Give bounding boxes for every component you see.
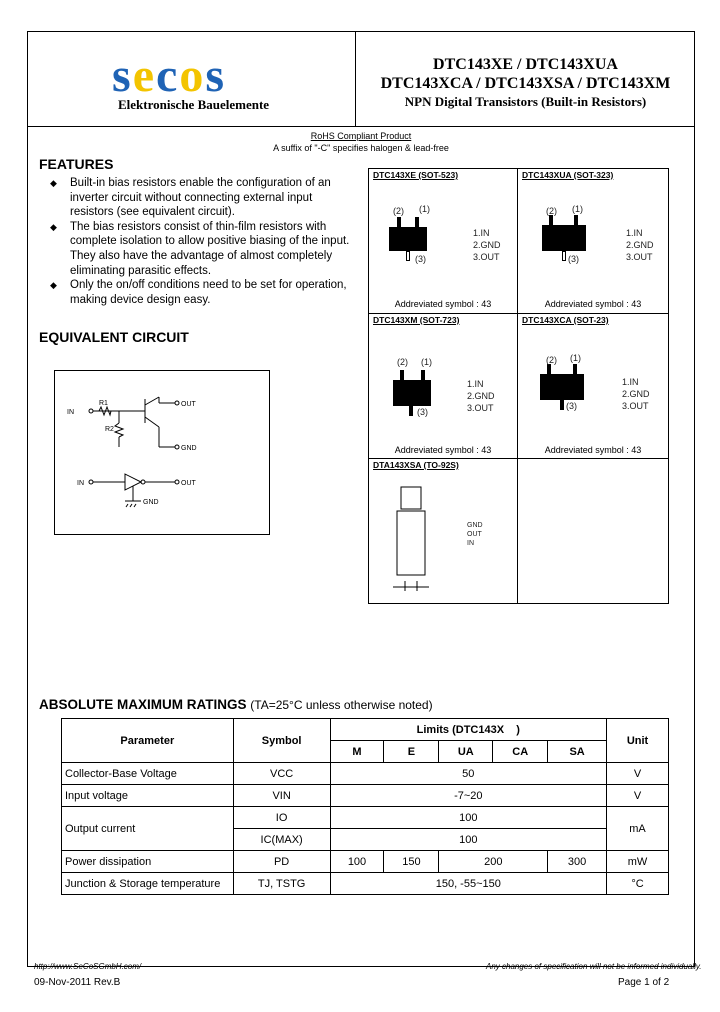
package-title: DTC143XUA (SOT-323) xyxy=(522,170,614,180)
package-box-empty xyxy=(517,458,669,604)
footer-date: 09-Nov-2011 Rev.B xyxy=(34,977,121,988)
page-number: Page 1 of 2 xyxy=(618,977,670,988)
footer-url[interactable]: http://www.SeCoSGmbH.com/ xyxy=(34,962,142,971)
secos-logo: secos xyxy=(112,49,226,102)
feature-item: ◆ Built-in bias resistors enable the configuration of an inverter circuit without connecting external input resistors (see equivalent circuit). xyxy=(50,177,331,219)
equivalent-circuit-heading: EQUIVALENT CIRCUIT xyxy=(39,329,189,345)
features-heading: FEATURES xyxy=(39,156,114,172)
package-abbr: Addreviated symbol : 43 xyxy=(394,445,492,455)
circuit-out-label-2: OUT xyxy=(181,480,196,487)
subcol-sa: SA xyxy=(548,741,607,763)
circuit-gnd-label-2: GND xyxy=(143,499,159,506)
table-row: Power dissipation PD 100 150 200 300 mW xyxy=(62,851,669,873)
table-row: IC(MAX) 100 xyxy=(62,829,669,851)
features-list xyxy=(52,176,352,307)
circuit-in-label: IN xyxy=(67,409,74,416)
package-abbr: Addreviated symbol : 43 xyxy=(544,299,642,309)
circuit-gnd-label: GND xyxy=(181,445,197,452)
package-body xyxy=(542,225,586,251)
feature-item: ◆ Only the on/off conditions need to be set for operation, making device design easy. xyxy=(50,279,347,306)
circuit-out-label: OUT xyxy=(181,401,196,408)
circuit-r2-label: R2 xyxy=(105,426,114,433)
circuit-diagram xyxy=(55,371,269,534)
package-abbr: Addreviated symbol : 43 xyxy=(544,445,642,455)
subcol-m: M xyxy=(330,741,384,763)
logo-subtitle: Elektronische Bauelemente xyxy=(118,97,270,112)
package-box-sot723: DTC143XM (SOT-723) (2) (1) (3) 1.IN 2.GND 3.OUT Addreviated symbol : 43 xyxy=(368,313,518,459)
rohs-line-2: A suffix of "-C" specifies halogen & lead-free xyxy=(273,143,449,153)
footer-notice: Any changes of specification will not be informed individually. xyxy=(486,962,702,971)
package-body xyxy=(389,227,427,251)
table-row: Collector-Base Voltage VCC 50 V xyxy=(62,763,669,785)
circuit-r1-label: R1 xyxy=(99,400,108,407)
equivalent-circuit-box xyxy=(54,370,270,535)
package-title: DTC143XCA (SOT-23) xyxy=(522,315,609,325)
rohs-line-1: RoHS Compliant Product xyxy=(310,131,412,141)
ratings-heading: ABSOLUTE MAXIMUM RATINGS (TA=25°C unless otherwise noted) xyxy=(39,697,433,712)
table-row: Input voltage VIN -7~20 V xyxy=(62,785,669,807)
title-line-1: DTC143XE / DTC143XUA xyxy=(433,56,618,73)
subcol-ca: CA xyxy=(493,741,548,763)
package-box-sot323: DTC143XUA (SOT-323) (2) (1) (3) 1.IN 2.GND 3.OUT Addreviated symbol : 43 xyxy=(517,168,669,314)
package-abbr: Addreviated symbol : 43 xyxy=(394,299,492,309)
package-body xyxy=(540,374,584,400)
subcol-e: E xyxy=(384,741,439,763)
package-title: DTA143XSA (TO-92S) xyxy=(373,460,459,470)
col-unit: Unit xyxy=(607,719,669,763)
header-bottom-line xyxy=(27,126,695,127)
package-title: DTC143XE (SOT-523) xyxy=(373,170,459,180)
title-line-2: DTC143XCA / DTC143XSA / DTC143XM xyxy=(380,75,671,92)
col-parameter: Parameter xyxy=(62,719,234,763)
package-box-sot23: DTC143XCA (SOT-23) (2) (1) (3) 1.IN 2.GND 3.OUT Addreviated symbol : 43 xyxy=(517,313,669,459)
subcol-ua: UA xyxy=(439,741,493,763)
col-symbol: Symbol xyxy=(233,719,330,763)
circuit-in-label-2: IN xyxy=(77,480,84,487)
ratings-table xyxy=(61,718,669,895)
feature-item: ◆ The bias resistors consist of thin-film resistors with complete isolation to allow positive biasing of the input. They also have the advantage of almost completely eliminating parasitic effects. xyxy=(50,220,350,277)
table-row: Junction & Storage temperature TJ, TSTG 150, -55~150 °C xyxy=(62,873,669,895)
table-row: Output current IO 100 mA xyxy=(62,807,669,829)
package-box-to92s: DTA143XSA (TO-92S) GND OUT IN xyxy=(368,458,518,604)
to92s-drawing xyxy=(383,479,473,595)
col-limits: Limits (DTC143X ) xyxy=(330,719,607,741)
subtitle: NPN Digital Transistors (Built-in Resistors) xyxy=(404,94,647,109)
package-title: DTC143XM (SOT-723) xyxy=(373,315,460,325)
package-box-sot523: DTC143XE (SOT-523) (2) (1) (3) 1.IN 2.GND 3.OUT Addreviated symbol : 43 xyxy=(368,168,518,314)
package-body xyxy=(393,380,431,406)
